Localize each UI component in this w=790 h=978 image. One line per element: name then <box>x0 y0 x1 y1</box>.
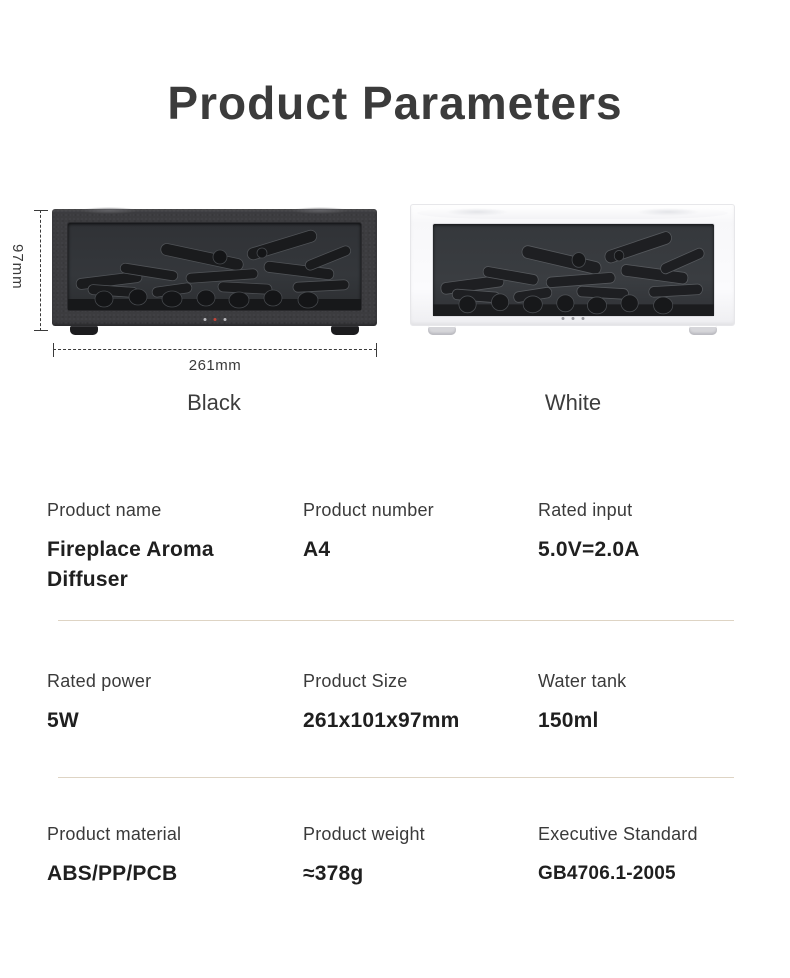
spec-product-size <box>303 671 518 736</box>
spec-value: 5W <box>47 709 79 732</box>
spec-value: 5.0V=2.0A <box>538 538 640 561</box>
spec-rated-input <box>538 500 758 565</box>
spec-label: Rated power <box>47 671 152 691</box>
divider <box>58 777 734 778</box>
spec-row-1 <box>0 500 790 620</box>
spec-value: GB4706.1-2005 <box>538 863 676 884</box>
tank-opening-left <box>80 207 138 214</box>
spec-label: Water tank <box>538 671 627 691</box>
spec-label: Product weight <box>303 824 425 844</box>
white-diffuser-body <box>410 204 735 326</box>
spec-label: Rated input <box>538 500 633 520</box>
black-diffuser-foot-left <box>70 326 98 335</box>
spec-value: ≈378g <box>303 862 364 885</box>
spec-product-weight <box>303 824 518 889</box>
white-color-label: White <box>544 390 602 415</box>
spec-label: Product Size <box>303 671 408 691</box>
spec-product-number <box>303 500 518 565</box>
spec-label: Executive Standard <box>538 824 698 844</box>
black-diffuser-foot-right <box>331 326 359 335</box>
tank-opening-right <box>291 207 349 214</box>
tank-opening-right <box>636 208 700 216</box>
spec-value: 150ml <box>538 709 599 732</box>
page-title: Product Parameters <box>167 77 623 129</box>
spec-label: Product material <box>47 824 182 844</box>
tank-opening-left <box>445 208 509 216</box>
indicator-lights <box>561 317 584 320</box>
black-color-label: Black <box>187 390 241 415</box>
spec-product-name <box>47 500 277 595</box>
white-diffuser-foot-left <box>428 326 456 335</box>
spec-water-tank <box>538 671 758 736</box>
spec-value: A4 <box>303 538 331 561</box>
logs-illustration <box>68 223 361 310</box>
spec-value: Fireplace Aroma Diffuser <box>47 538 214 591</box>
black-diffuser-body <box>52 209 377 326</box>
spec-label: Product number <box>303 500 434 520</box>
divider <box>58 620 734 621</box>
indicator-lights <box>203 318 226 321</box>
spec-label: Product name <box>47 500 162 520</box>
spec-value: 261x101x97mm <box>303 709 460 732</box>
white-diffuser-fireplace-window <box>433 224 714 316</box>
spec-row-2 <box>0 671 790 791</box>
black-diffuser-fireplace-window <box>68 223 361 310</box>
logs-illustration <box>433 224 714 316</box>
width-dimension-line <box>53 349 377 350</box>
spec-product-material <box>47 824 277 889</box>
height-dimension-line <box>40 210 41 331</box>
height-dimension-label: 97mm <box>9 244 26 290</box>
white-diffuser-foot-right <box>689 326 717 335</box>
black-diffuser-image <box>52 209 377 326</box>
width-dimension-label: 261mm <box>188 357 242 374</box>
white-diffuser-image <box>410 204 735 326</box>
spec-value: ABS/PP/PCB <box>47 862 178 885</box>
spec-rated-power <box>47 671 277 736</box>
spec-row-3 <box>0 824 790 944</box>
spec-executive-standard <box>538 824 758 889</box>
